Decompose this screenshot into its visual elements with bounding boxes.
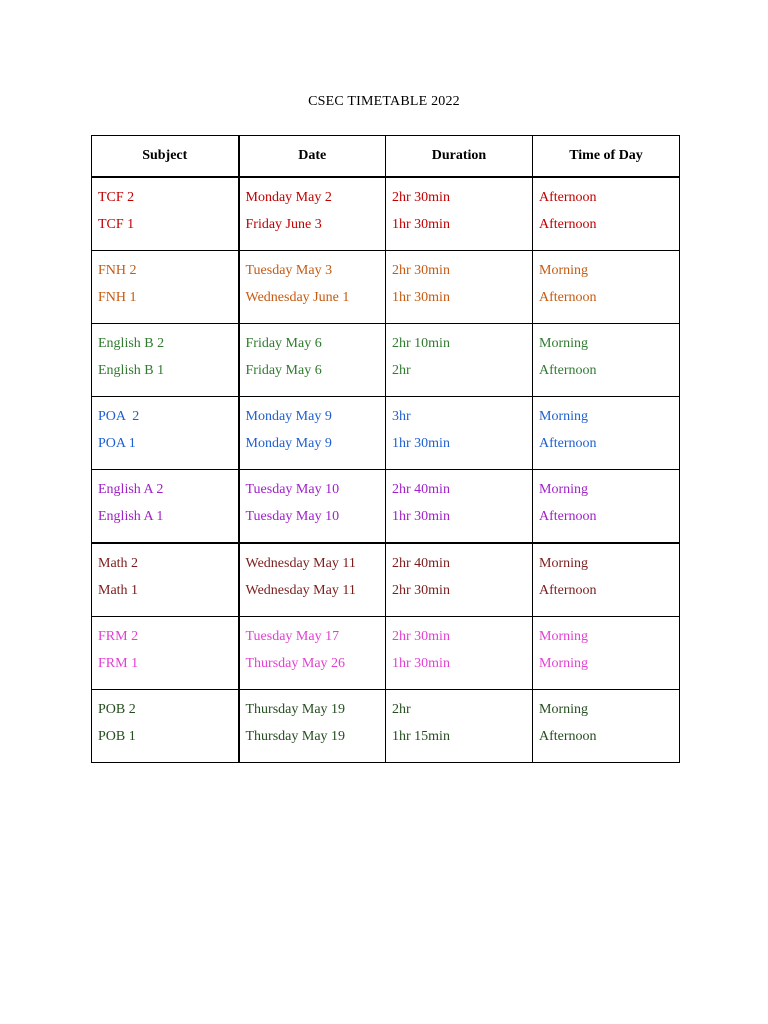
cell-subject [92, 690, 239, 763]
duration-text: 2hr [392, 363, 411, 378]
subject-text: POB 1 [98, 729, 136, 744]
cell-date [239, 543, 386, 617]
subject-text: FRM 1 [98, 656, 139, 671]
time-of-day-text: Afternoon [539, 363, 597, 378]
date-text: Friday May 6 [245, 336, 322, 351]
subject-text: POA 2 [98, 409, 140, 424]
date-text: Tuesday May 17 [245, 629, 340, 644]
time-of-day-text: Afternoon [539, 729, 597, 744]
subject-text: TCF 2 [98, 190, 135, 205]
cell-duration [386, 543, 533, 617]
subject-text: English B 1 [98, 363, 165, 378]
table-row [92, 690, 680, 763]
duration-text: 2hr 30min [392, 190, 450, 205]
cell-subject [92, 397, 239, 470]
column-header-date: Date [239, 136, 386, 178]
duration-text: 2hr 30min [392, 263, 450, 278]
cell-time-of-day [533, 470, 680, 544]
date-text: Wednesday June 1 [245, 290, 350, 305]
date-text: Friday May 6 [245, 363, 322, 378]
duration-text: 1hr 30min [392, 509, 450, 524]
date-text: Monday May 9 [245, 409, 332, 424]
time-of-day-text: Morning [539, 336, 588, 351]
cell-date [239, 397, 386, 470]
duration-text: 3hr [392, 409, 411, 424]
table-row [92, 177, 680, 251]
cell-time-of-day [533, 617, 680, 690]
subject-text: FRM 2 [98, 629, 139, 644]
duration-text: 2hr 30min [392, 629, 450, 644]
time-of-day-text: Morning [539, 656, 588, 671]
cell-time-of-day [533, 177, 680, 251]
cell-time-of-day [533, 690, 680, 763]
date-text: Monday May 9 [245, 436, 332, 451]
date-text: Thursday May 26 [245, 656, 346, 671]
column-header-duration: Duration [386, 136, 533, 178]
cell-date [239, 177, 386, 251]
cell-duration [386, 397, 533, 470]
date-text: Monday May 2 [245, 190, 332, 205]
cell-date [239, 251, 386, 324]
cell-subject [92, 543, 239, 617]
table-row [92, 324, 680, 397]
cell-date [239, 690, 386, 763]
date-text: Tuesday May 3 [245, 263, 333, 278]
table-row [92, 617, 680, 690]
duration-text: 1hr 15min [392, 729, 450, 744]
table-row [92, 251, 680, 324]
cell-duration [386, 617, 533, 690]
subject-text: English A 2 [98, 482, 164, 497]
duration-text: 2hr 30min [392, 583, 450, 598]
subject-text: Math 1 [98, 583, 139, 598]
header-row [92, 136, 680, 178]
subject-text: FNH 1 [98, 290, 137, 305]
cell-subject [92, 324, 239, 397]
time-of-day-text: Afternoon [539, 290, 597, 305]
duration-text: 2hr 40min [392, 556, 450, 571]
time-of-day-text: Afternoon [539, 436, 597, 451]
time-of-day-text: Morning [539, 702, 588, 717]
duration-text: 1hr 30min [392, 656, 450, 671]
table-row [92, 470, 680, 544]
cell-duration [386, 690, 533, 763]
time-of-day-text: Morning [539, 482, 588, 497]
cell-date [239, 324, 386, 397]
subject-text: English A 1 [98, 509, 164, 524]
subject-text: Math 2 [98, 556, 139, 571]
duration-text: 2hr [392, 702, 411, 717]
date-text: Thursday May 19 [245, 729, 346, 744]
date-text: Tuesday May 10 [245, 482, 340, 497]
date-text: Tuesday May 10 [245, 509, 340, 524]
cell-subject [92, 617, 239, 690]
subject-text: TCF 1 [98, 217, 135, 232]
cell-duration [386, 251, 533, 324]
time-of-day-text: Afternoon [539, 190, 597, 205]
page-title: CSEC TIMETABLE 2022 [308, 94, 460, 109]
subject-text: FNH 2 [98, 263, 137, 278]
date-text: Wednesday May 11 [245, 583, 356, 598]
cell-time-of-day [533, 397, 680, 470]
time-of-day-text: Morning [539, 556, 588, 571]
duration-text: 1hr 30min [392, 217, 450, 232]
column-header-time-of-day: Time of Day [533, 136, 680, 178]
time-of-day-text: Morning [539, 263, 588, 278]
cell-time-of-day [533, 251, 680, 324]
cell-duration [386, 177, 533, 251]
cell-subject [92, 177, 239, 251]
duration-text: 1hr 30min [392, 436, 450, 451]
table-row [92, 543, 680, 617]
cell-time-of-day [533, 543, 680, 617]
date-text: Thursday May 19 [245, 702, 346, 717]
subject-text: POA 1 [98, 436, 136, 451]
subject-text: English B 2 [98, 336, 165, 351]
date-text: Wednesday May 11 [245, 556, 356, 571]
timetable [91, 135, 680, 763]
duration-text: 2hr 10min [392, 336, 450, 351]
time-of-day-text: Morning [539, 629, 588, 644]
cell-duration [386, 324, 533, 397]
cell-date [239, 470, 386, 544]
time-of-day-text: Afternoon [539, 583, 597, 598]
duration-text: 1hr 30min [392, 290, 450, 305]
cell-duration [386, 470, 533, 544]
cell-time-of-day [533, 324, 680, 397]
subject-text: POB 2 [98, 702, 136, 717]
time-of-day-text: Morning [539, 409, 588, 424]
column-header-subject: Subject [92, 136, 239, 178]
time-of-day-text: Afternoon [539, 509, 597, 524]
date-text: Friday June 3 [245, 217, 322, 232]
table-row [92, 397, 680, 470]
cell-subject [92, 251, 239, 324]
cell-date [239, 617, 386, 690]
timetable-body [92, 177, 680, 763]
cell-subject [92, 470, 239, 544]
time-of-day-text: Afternoon [539, 217, 597, 232]
duration-text: 2hr 40min [392, 482, 450, 497]
